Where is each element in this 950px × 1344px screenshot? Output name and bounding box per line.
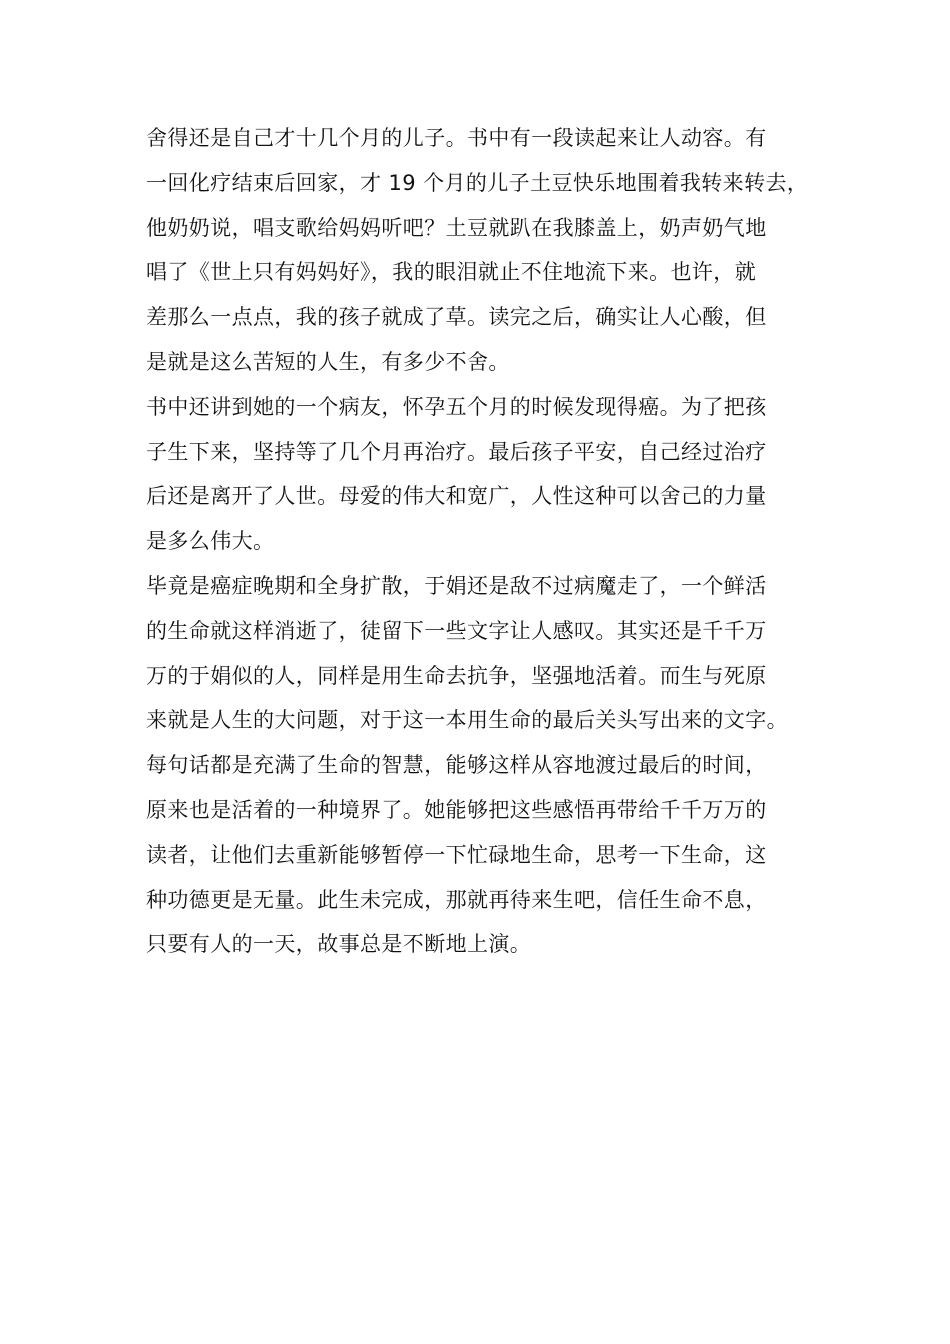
text-line: 毕竟是癌症晚期和全身扩散，于娟还是敌不过病魔走了，一个鲜活: [146, 573, 767, 598]
text-line: 唱了《世上只有妈妈好》，我的眼泪就止不住地流下来。也许，就: [146, 260, 757, 285]
text-line: 是多么伟大。: [146, 529, 275, 554]
text-line: 只要有人的一天，故事总是不断地上演。: [146, 932, 532, 957]
text-line: 种功德更是无量。此生未完成，那就再待来生吧，信任生命不息，: [146, 887, 767, 912]
text-line: 每句话都是充满了生命的智慧，能够这样从容地渡过最后的时间，: [146, 753, 767, 778]
text-line: 是就是这么苦短的人生，有多少不舍。: [146, 349, 510, 374]
text-line: 万的于娟似的人，同样是用生命去抗争，坚强地活着。而生与死原: [146, 663, 767, 688]
text-line: 后还是离开了人世。母爱的伟大和宽广，人性这种可以舍己的力量: [146, 484, 767, 509]
text-line: 原来也是活着的一种境界了。她能够把这些感悟再带给千千万万的: [146, 797, 767, 822]
text-line: 读者，让他们去重新能够暂停一下忙碌地生命，思考一下生命，这: [146, 842, 767, 867]
text-line: 他奶奶说，唱支歌给妈妈听吧？土豆就趴在我膝盖上，奶声奶气地: [146, 215, 767, 240]
text-line: 书中还讲到她的一个病友，怀孕五个月的时候发现得癌。为了把孩: [146, 394, 767, 419]
text-line: 的生命就这样消逝了，徒留下一些文字让人感叹。其实还是千千万: [146, 618, 767, 643]
text-line: 舍得还是自己才十几个月的儿子。书中有一段读起来让人动容。有: [146, 126, 767, 150]
text-line: 差那么一点点，我的孩子就成了草。读完之后，确实让人心酸，但: [146, 305, 767, 330]
body-text: [146, 116, 826, 967]
text-line: 子生下来，坚持等了几个月再治疗。最后孩子平安，自己经过治疗: [146, 439, 767, 464]
text-line: 一回化疗结束后回家，才 19 个月的儿子土豆快乐地围着我转来转去，: [146, 170, 809, 195]
text-line: 来就是人生的大问题，对于这一本用生命的最后关头写出来的文字。: [146, 708, 788, 733]
